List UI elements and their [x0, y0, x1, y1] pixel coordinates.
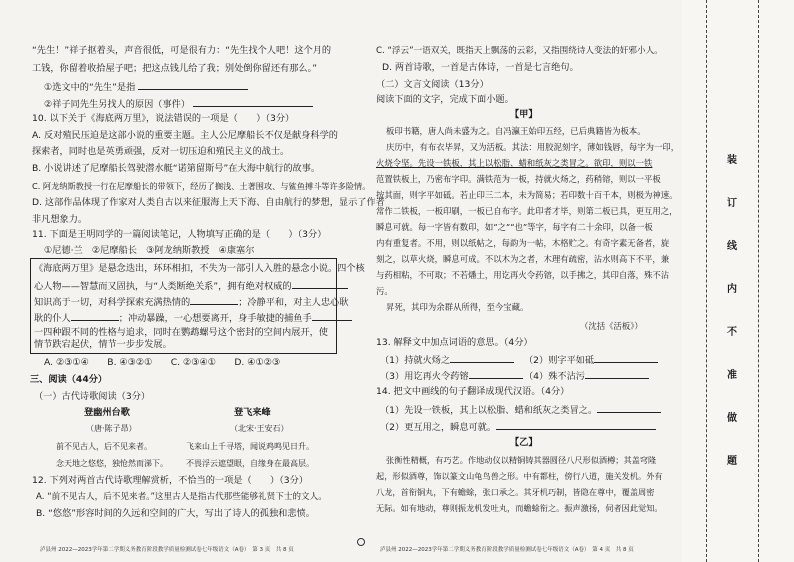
poem-author: （北宋·王安石） [230, 424, 289, 433]
page-footer: 泸县州 2022—2023学年第二学期义务教育阶段教学质量检测试卷七年级语文（A卷） 第 3 页 共 8 页 [40, 547, 294, 553]
section-heading: 三、阅读（44分） [30, 374, 108, 385]
question-12: 12. 下列对两首古代诗歌理解赏析，不恰当的一项是（ ）（3分） [32, 475, 309, 486]
text-line: “先生！”祥子抠着头，声音很低，可是很有力：“先生找个人吧！这个月的 [32, 45, 332, 56]
answer-blank[interactable] [594, 353, 658, 363]
answer-blank[interactable] [312, 311, 352, 321]
answer-blank[interactable] [469, 369, 523, 379]
text-line: 工钱，你留着收拾屋子吧；把这点钱儿给了我；别处倒你留还有那么。” [32, 63, 317, 74]
passage-label-yi: 【乙】 [510, 437, 538, 448]
poem-line: 飞来山上千寻塔，闻说鸡鸣见日升。 [186, 442, 314, 451]
binding-char: 题 [727, 456, 737, 467]
subsection-heading: （二）文言文阅读（13分） [376, 79, 489, 90]
answer-blank[interactable] [597, 403, 661, 413]
answer-blank[interactable] [190, 295, 238, 305]
passage-line-wavy: 张衡性精概，有巧艺。作地动仪以精铜铸其器圆径八尺形似酒樽；其盖穹隆 [386, 455, 657, 465]
answer-line: （4）殊不沾污 [524, 369, 649, 383]
poem-line: 念天地之悠悠，独怆然而涕下。 [56, 459, 168, 468]
binding-char: 装 [727, 155, 737, 166]
poem-title: 登飞来峰 [234, 407, 271, 418]
left-page [0, 0, 385, 562]
passage-line: 常作二铁板，一板印刷，一板已自布字。此印者才毕，则第二板已具，更互用之， [376, 206, 678, 216]
binding-dashed-line [706, 0, 707, 562]
answer-blank[interactable] [496, 420, 656, 430]
question-13: 13. 解释文中加点词语的意思。（4分） [376, 337, 533, 348]
note-line: 情节跌宕起伏，情节一步步发展。 [34, 339, 172, 350]
passage-line: 瞬息可就。每一字皆有数印，如“之”“也”等字，每字有二十余印，以备一板 [376, 222, 653, 232]
page-footer: 泸县州 2022—2023学年第二学期义务教育阶段教学质量检测试卷七年级语文（A卷） 第 4 页 共 8 页 [380, 547, 634, 553]
answer-blank[interactable] [193, 97, 313, 107]
passage-label-jia: 【甲】 [510, 109, 538, 120]
question-10: 10. 以下关于《海底两万里》，说法错误的一项是（ ）（3分） [32, 113, 295, 124]
option-line: C. “浮云”一语双关，既指天上飘荡的云彩，又指围绕诗人变法的奸邪小人。 [376, 46, 663, 56]
poem-title: 登幽州台歌 [84, 407, 130, 418]
binding-char: 准 [727, 370, 737, 381]
question-11: 11. 下面是王明同学的一篇阅读笔记，人物填写正确的是（ ）（3分） [32, 229, 327, 240]
binding-char: 线 [727, 241, 737, 252]
binding-hole-icon [357, 538, 365, 546]
passage-line: 与药相粘，不可取；不若燔土，用讫再火令药镕，以手拂之，其印自落，殊不沾 [376, 270, 670, 280]
passage-line: 八龙，首衔铜丸，下有蟾蜍，张口承之。其牙机巧制，皆隐在尊中，覆盖周密 [376, 487, 655, 497]
answer-options: A. ②③①④ B. ④③②① C. ②③④① D. ④①②③ [44, 357, 281, 368]
passage-line: 范置铁板上，乃密布字印。满铁范为一板，持就火炀之，药稍镕，则以一平板 [376, 174, 661, 184]
passage-line: 按其面，则字平如砥。若止印三二本，未为简易；若印数十百千本，则极为神速。 [376, 190, 678, 200]
passage-line: 刻之，以草火烧，瞬息可成。不以木为之者，木理有疏密，沾水则高下不平，兼 [376, 254, 670, 264]
right-page [372, 0, 682, 562]
passage-line-underlined: 火烧令坚。先设一铁板，其上以松脂、蜡和纸灰之类冒之。欲印，则以一铁 [376, 158, 653, 168]
option-line: A. “前不见古人，后不见来者。”这里古人是指古代那些能够礼贤下士的文人。 [36, 492, 327, 502]
passage-line: 起，形似酒尊，饰以篆文山龟鸟兽之形。中有都柱，傍行八道，施关发机。外有 [376, 471, 663, 481]
instruction: 阅读下面的文字，完成下面小题。 [376, 94, 514, 105]
answer-blank[interactable] [292, 279, 348, 289]
binding-char: 订 [727, 198, 737, 209]
poem-line: 前不见古人，后不见来者。 [56, 442, 152, 451]
note-line: 一四种跟不同的性格与追求，同时在鹦鹉螺号这个密封的空间内展开，使 [34, 327, 328, 338]
option-line: 非凡想象力。 [32, 214, 88, 225]
option-line: C. 阿龙纳斯教授一行在尼摩船长的带领下，经历了搁浅、土著围攻、与鲨鱼搏斗等许多险情。 [32, 181, 371, 191]
passage-line: 污。 [376, 286, 393, 296]
passage-line: 板印书籍，唐人尚未盛为之。自冯瀛王始印五经，已后典籍皆为板本。 [386, 126, 646, 136]
answer-line: （1）先设一铁板，其上以松脂、蜡和纸灰之类冒之。 [380, 403, 661, 417]
answer-blank[interactable] [585, 369, 649, 379]
answer-blank[interactable] [138, 80, 248, 90]
question-line: ②祥子同先生另找人的原因（事件） [44, 97, 313, 111]
option-line: B. “悠悠”形容时间的久远和空间的广大，写出了诗人的孤独和悲愤。 [36, 508, 315, 519]
option-line: D. 两首诗歌，一首是古体诗，一首是七言绝句。 [382, 62, 579, 73]
binding-char: 做 [727, 413, 737, 424]
binding-char: 内 [727, 284, 737, 295]
passage-line: 无际。如有地动，尊则振龙机发吐丸，而蟾蜍衔之。振声激扬，伺者因此觉知。 [376, 503, 663, 513]
note-line: 知识高于一切，对科学探索充满热情的 ；冷静平和，对主人忠心耿 [34, 297, 349, 308]
subsection-heading: （一）古代诗歌阅读（3分） [34, 391, 151, 402]
poem-line: 不畏浮云遮望眼，自缘身在最高层。 [186, 459, 314, 468]
option-line: A. 反对殖民压迫是这部小说的重要主题。主人公尼摩船长不仅是献身科学的 [32, 130, 338, 141]
answer-blank[interactable] [71, 311, 119, 321]
binding-char: 不 [727, 327, 737, 338]
answer-blank[interactable] [450, 353, 514, 363]
question-line: ①选文中的“先生”是指 [44, 80, 248, 94]
note-line: 心人物——智慧而又固执，与“人类断绝关系”，拥有绝对权威的 [34, 279, 348, 293]
question-14: 14. 把文中画线的句子翻译成现代汉语。（4分） [376, 386, 570, 397]
option-line: 探索者，同时也是英勇顽强，反对一切压迫和殖民主义的战士。 [32, 146, 290, 157]
choices-line: ①尼德·兰 ②尼摩船长 ③阿龙纳斯教授 ④康塞尔 [44, 245, 255, 256]
answer-line: （2）更互用之，瞬息可就。 [380, 420, 656, 434]
poem-author: （唐·陈子昂） [86, 424, 137, 433]
passage-line: 庆历中，有布衣毕昇，又为活板。其法：用胶泥刻字，薄如钱唇，每字为一印， [386, 142, 680, 152]
binding-dashed-line [758, 0, 759, 562]
answer-line: （2）则字平如砥 [524, 353, 658, 367]
passage-source: （沈括《活板》） [580, 321, 643, 331]
option-line: B. 小说讲述了尼摩船长驾驶潜水艇“诺第留斯号”在大海中航行的故事。 [32, 163, 321, 174]
answer-line: （1）持就火炀之 [380, 353, 514, 367]
passage-line: 昇死，其印为余群从所得，至今宝藏。 [386, 302, 529, 312]
answer-line: （3）用讫再火令药镕 [380, 369, 523, 383]
note-line: 耿的仆人 ；冲动暴躁，一心想要离开，身手敏捷的捕鱼手 [34, 311, 352, 325]
note-line: 《海底两万里》是悬念迭出，环环相扣，不失为一部引人入胜的悬念小说。四个核 [34, 263, 365, 274]
option-line: D. 这部作品体现了作家对人类自古以来征服海上天下海、自由航行的梦想，显示了作者 [32, 197, 385, 208]
passage-line: 内有重复者。不用，则以纸帖之，每韵为一帖，木格贮之。有奇字素无备者，旋 [376, 238, 670, 248]
